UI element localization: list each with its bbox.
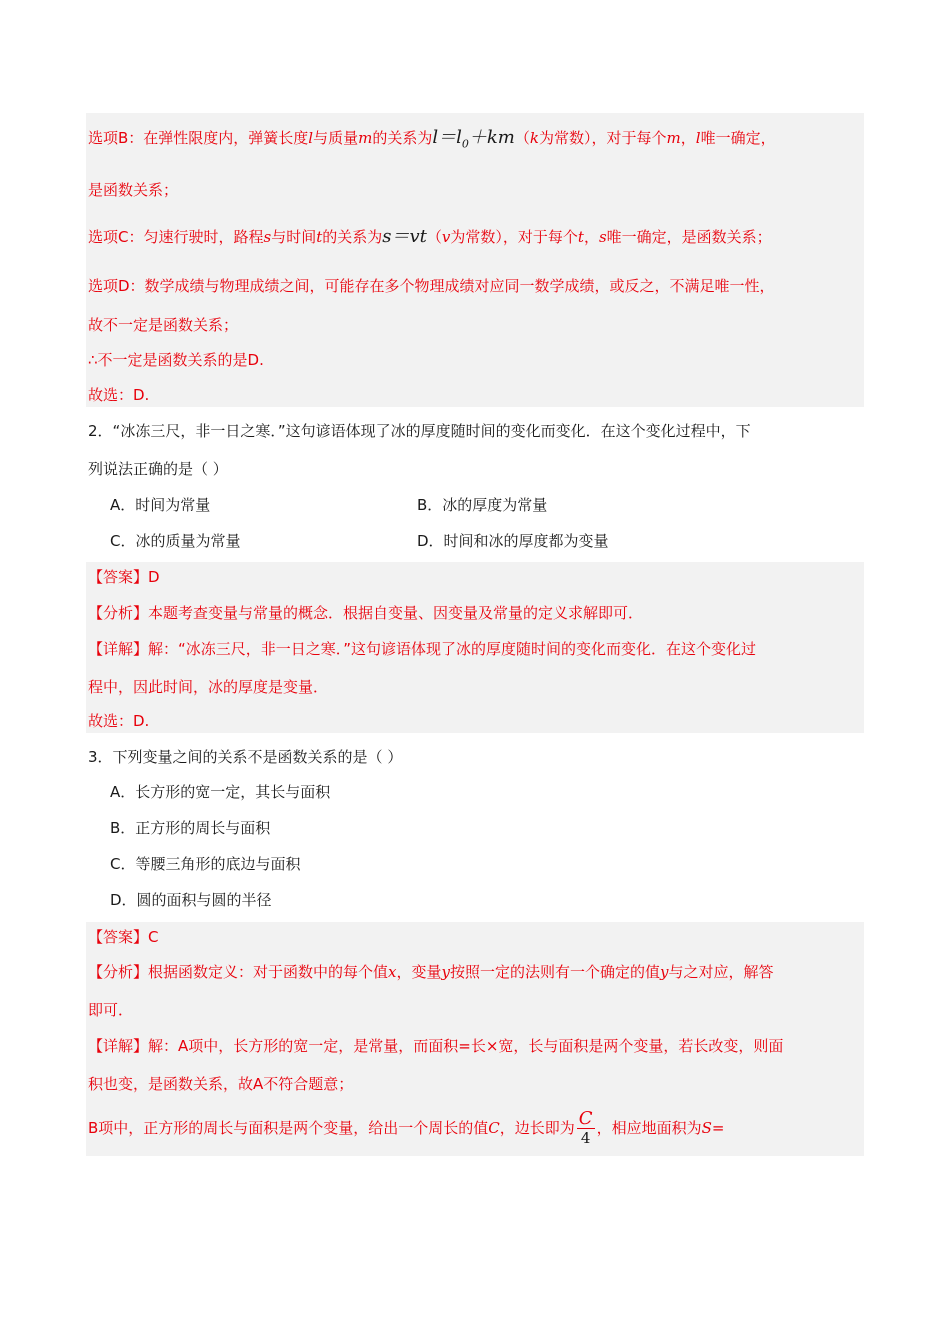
q3-stem: 3．下列变量之间的关系不是函数关系的是（ ） — [88, 748, 403, 766]
q2-option-c: C．冰的质量为常量 — [110, 532, 241, 550]
q3-option-c: C．等腰三角形的底边与面积 — [110, 855, 301, 873]
q3-detail-b: B项中，正方形的周长与面积是两个变量，给出一个周长的值C，边长即为 $\frac{C}{4}$ ，相应地面积为S= — [88, 1108, 725, 1147]
q2-detail-cont: 程中，因此时间，冰的厚度是变量． — [88, 678, 329, 696]
q3-option-d: D．圆的面积与圆的半径 — [110, 891, 272, 909]
q2-analysis: 【分析】本题考查变量与常量的概念．根据自变量、因变量及常量的定义求解即可． — [88, 604, 644, 622]
q3-answer: 【答案】C — [88, 928, 159, 946]
option-d-analysis: 选项D：数学成绩与物理成绩之间，可能存在多个物理成绩对应同一数学成绩，或反之，不满足唯一性， — [88, 277, 775, 295]
q2-detail: 【详解】解：“冰冻三尺，非一日之寒．”这句谚语体现了冰的厚度随时间的变化而变化．在这个变化过 — [88, 640, 757, 658]
option-b-analysis: 选项B：在弹性限度内，弹簧长度l与质量m的关系为$l=l_0+km(k$为常数），对于每个m，l唯一确定， — [88, 127, 776, 151]
option-d-analysis-cont: 故不一定是函数关系； — [88, 316, 239, 334]
q3-option-a: A．长方形的宽一定，其长与面积 — [110, 783, 331, 801]
q2-answer: 【答案】D — [88, 568, 160, 586]
q3-detail: 【详解】解：A项中，长方形的宽一定，是常量，而面积=长×宽，长与面积是两个变量，若长改变，则面 — [88, 1037, 784, 1055]
q3-analysis: 【分析】根据函数定义：对于函数中的每个值x，变量y按照一定的法则有一个确定的值y与之对应，解答 — [88, 963, 774, 981]
q2-stem: 2．“冰冻三尺，非一日之寒．”这句谚语体现了冰的厚度随时间的变化而变化．在这个变化过程中，下 — [88, 422, 751, 440]
choice-line: 故选：D. — [88, 386, 150, 404]
q2-option-a: A．时间为常量 — [110, 496, 211, 514]
q3-detail-cont: 积也变，是函数关系，故A不符合题意； — [88, 1075, 354, 1093]
q2-option-d: D．时间和冰的厚度都为变量 — [417, 532, 609, 550]
q2-stem-cont: 列说法正确的是（ ） — [88, 460, 228, 478]
q3-option-b: B．正方形的周长与面积 — [110, 819, 271, 837]
fraction-c-over-4: $\frac{C}{4}$ — [578, 1108, 593, 1147]
q3-analysis-cont: 即可． — [88, 1001, 134, 1019]
option-b-analysis-cont: 是函数关系； — [88, 181, 179, 199]
option-c-analysis: 选项C：匀速行驶时，路程s与时间t的关系为s＝vt（v为常数），对于每个t，s唯一确定，是函数关系； — [88, 226, 772, 247]
q2-choice: 故选：D. — [88, 712, 150, 730]
q2-option-b: B．冰的厚度为常量 — [417, 496, 548, 514]
conclusion: ∴不一定是函数关系的是D. — [88, 351, 264, 369]
